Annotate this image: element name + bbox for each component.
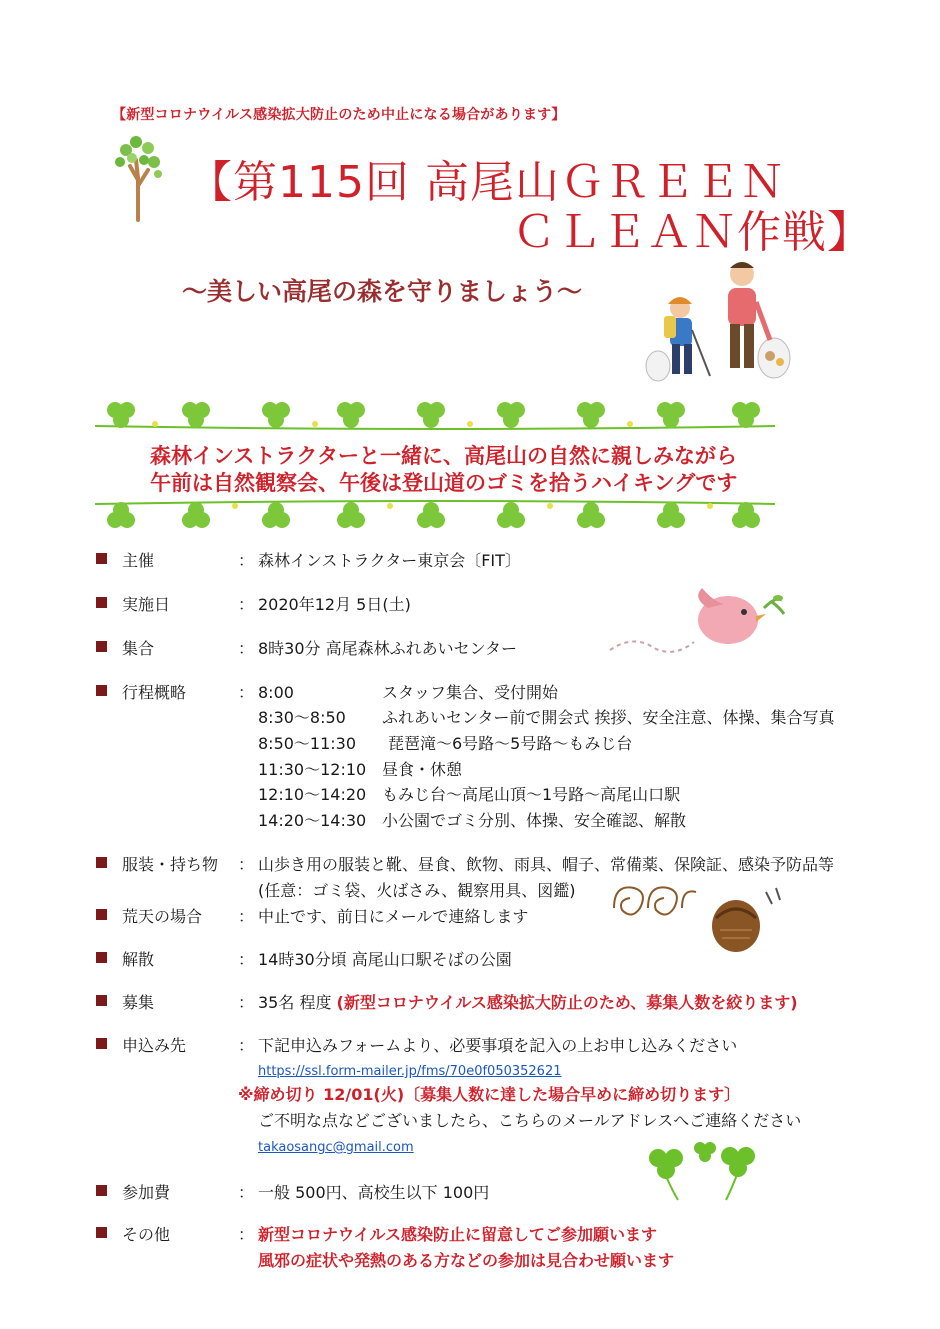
belongings-value: 山歩き用の服装と靴、昼食、飲物、雨具、帽子、常備薬、保険証、感染予防品等 <box>258 855 835 874</box>
clover-border-bottom <box>95 496 775 534</box>
bullet-marker <box>96 995 107 1006</box>
bullet-marker <box>96 1227 107 1238</box>
dismissal-value: 14時30分頃 高尾山口駅そばの公園 <box>258 950 512 969</box>
tree-icon <box>108 130 172 222</box>
belongings-optional: (任意：ゴミ袋、火ばさみ、観察用具、図鑑) <box>258 881 576 900</box>
schedule-item: 8:00 スタッフ集合、受付開始 <box>258 683 559 702</box>
bad-weather-value: 中止です、前日にメールで連絡します <box>258 907 529 926</box>
organizer-value: 森林インストラクター東京会〔FIT〕 <box>258 551 521 570</box>
organizer-label: 主催 <box>122 551 155 570</box>
application-form-link[interactable]: https://ssl.form-mailer.jp/fms/70e0f050352621 <box>258 1064 562 1079</box>
other-line2: 風邪の症状や発熱のある方などの参加は見合わせ願います <box>258 1251 675 1270</box>
apply-label: 申込み先 <box>122 1036 187 1055</box>
date-row: 実施日 ： 2020年12月 5日(土) <box>96 592 916 622</box>
clover-border-top <box>95 398 775 434</box>
schedule-item: 8:30～8:50 ふれあいセンター前で開会式 挨拶、安全注意、体操、集合写真 <box>258 708 835 727</box>
meeting-value: 8時30分 高尾森林ふれあいセンター <box>258 639 517 658</box>
other-row: その他 ： 新型コロナウイルス感染防止に留意してご参加願います <box>96 1222 916 1252</box>
bullet-marker <box>96 1038 107 1049</box>
bullet-marker <box>96 553 107 564</box>
dismissal-row: 解散 ： 14時30分頃 高尾山口駅そばの公園 <box>96 947 916 977</box>
fee-label: 参加費 <box>122 1183 171 1202</box>
recruit-note: (新型コロナウイルス感染拡大防止のため、募集人数を絞ります) <box>336 993 798 1012</box>
bad-weather-label: 荒天の場合 <box>122 907 203 926</box>
bullet-marker <box>96 909 107 920</box>
intro-line2: 午前は自然観察会、午後は登山道のゴミを拾うハイキングです <box>150 471 738 495</box>
bad-weather-row: 荒天の場合 ： 中止です、前日にメールで連絡します <box>96 904 916 934</box>
bullet-marker <box>96 952 107 963</box>
fee-row: 参加費 ： 一般 500円、高校生以下 100円 <box>96 1180 916 1210</box>
apply-value: 下記申込みフォームより、必要事項を記入の上お申し込みください <box>258 1036 738 1055</box>
bullet-marker <box>96 597 107 608</box>
recruit-row: 募集 ： 35名 程度 (新型コロナウイルス感染拡大防止のため、募集人数を絞ります) <box>96 990 916 1020</box>
schedule-row: 行程概略 ： <box>96 680 916 710</box>
fee-value: 一般 500円、高校生以下 100円 <box>258 1183 490 1202</box>
deadline-notice: ※締め切り 12/01(火)〔募集人数に達した場合早めに締め切ります〕 <box>238 1085 741 1104</box>
schedule-item: 12:10～14:20 もみじ台～高尾山頂～1号路～高尾山口駅 <box>258 785 681 804</box>
event-title-line2: ＣＬＥＡＮ作戦】 <box>512 207 872 258</box>
hikers-illustration <box>640 252 800 392</box>
schedule-item: 14:20～14:30 小公園でゴミ分別、体操、安全確認、解散 <box>258 811 687 830</box>
recruit-value: 35名 程度 <box>258 993 332 1012</box>
date-label: 実施日 <box>122 595 171 614</box>
cancellation-notice: 【新型コロナウイルス感染拡大防止のため中止になる場合があります】 <box>112 107 566 123</box>
intro-line1: 森林インストラクターと一緒に、高尾山の自然に親しみながら <box>150 444 737 468</box>
bullet-marker <box>96 685 107 696</box>
event-subtitle: ～美しい高尾の森を守りましょう～ <box>182 277 583 306</box>
schedule-item: 8:50～11:30 琵琶滝～6号路～5号路～もみじ台 <box>258 734 633 753</box>
dismissal-label: 解散 <box>122 950 155 969</box>
contact-email-link[interactable]: takaosangc@gmail.com <box>258 1140 414 1155</box>
meeting-label: 集合 <box>122 639 155 658</box>
other-label: その他 <box>122 1225 171 1244</box>
apply-row: 申込み先 ： 下記申込みフォームより、必要事項を記入の上お申し込みください <box>96 1033 916 1063</box>
date-value: 2020年12月 5日(土) <box>258 595 411 614</box>
bullet-marker <box>96 641 107 652</box>
belongings-label: 服装・持ち物 <box>122 855 219 874</box>
event-title-line1: 【第115回 高尾山ＧＲＥＥＮ <box>188 157 785 208</box>
schedule-item: 11:30～12:10 昼食・休憩 <box>258 760 463 779</box>
belongings-row: 服装・持ち物 ： 山歩き用の服装と靴、昼食、飲物、雨具、帽子、常備薬、保険証、感染予防品等 <box>96 852 916 882</box>
bullet-marker <box>96 1185 107 1196</box>
organizer-row: 主催 ： 森林インストラクター東京会〔FIT〕 <box>96 548 916 578</box>
bullet-marker <box>96 857 107 868</box>
other-line1: 新型コロナウイルス感染防止に留意してご参加願います <box>258 1225 658 1244</box>
contact-text: ご不明な点などございましたら、こちらのメールアドレスへご連絡ください <box>258 1111 802 1130</box>
meeting-row: 集合 ： 8時30分 高尾森林ふれあいセンター <box>96 636 916 666</box>
schedule-label: 行程概略 <box>122 683 187 702</box>
recruit-label: 募集 <box>122 993 155 1012</box>
